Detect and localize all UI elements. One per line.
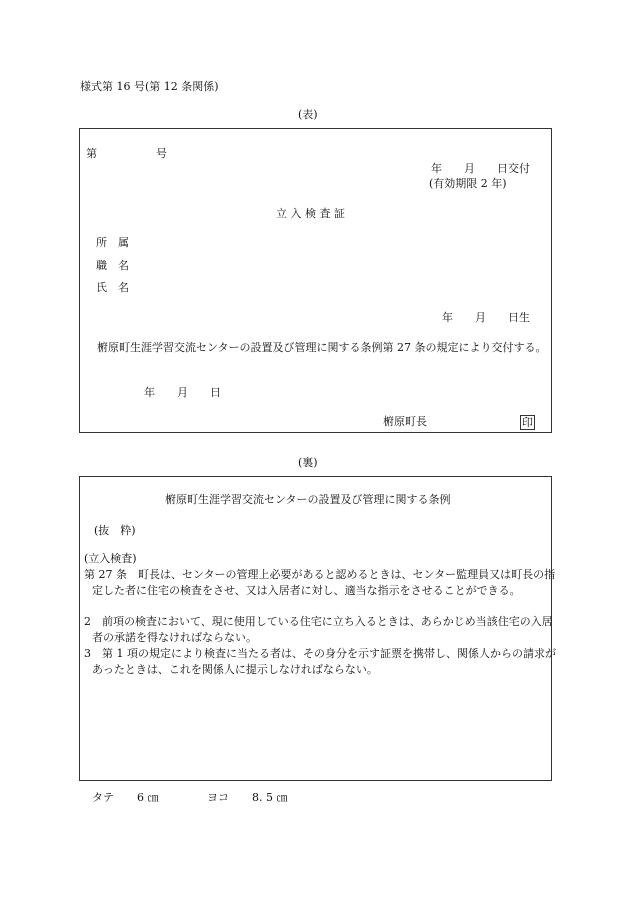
issuer-line <box>383 415 427 429</box>
law-title: 椨原町生涯学習交流センターの設置及び管理に関する条例 <box>165 493 451 506</box>
article-27: 第 27 条 町長は、センターの管理上必要があると認めるときは、センター監理員又は町長の指定した者に住宅の検査をさせ、又は入居者に対し、適当な指示をさせることができる。 <box>84 568 556 597</box>
issue-date: 年 月 日交付 <box>431 162 530 175</box>
height-value: 6 ㎝ <box>137 791 159 804</box>
width-value: 8. 5 ㎝ <box>252 791 288 804</box>
number-suffix: 号 <box>156 147 167 160</box>
back-section-label: (裏) <box>298 456 318 469</box>
field-affiliation: 所 属 <box>96 236 129 249</box>
height-label: タテ <box>92 791 114 804</box>
card-title: 立 入 検 査 証 <box>276 207 345 220</box>
field-name: 氏 名 <box>96 281 129 294</box>
field-position: 職 名 <box>96 259 129 272</box>
article-clause-2: 2 前項の検査において、現に使用している住宅に立ち入るときは、あらかじめ当該住宅の入居者の承諾を得なければならない。 <box>84 615 553 644</box>
validity-period: (有効期限 2 年) <box>429 177 507 190</box>
article-heading: (立入検査) <box>84 552 137 565</box>
birth-date: 年 月 日生 <box>442 311 530 324</box>
width-label: ヨコ <box>207 791 229 804</box>
issuer: 椨原町長 <box>383 415 427 428</box>
excerpt-label: (抜 粋) <box>94 524 136 537</box>
back-card <box>79 476 556 781</box>
seal-mark: 印 <box>522 416 533 429</box>
statement-date: 年 月 日 <box>144 386 221 399</box>
front-section-label: (表) <box>298 108 318 121</box>
front-card <box>79 128 552 433</box>
number-prefix: 第 <box>86 147 97 160</box>
article-clause-3: 3 第 1 項の規定により検査に当たる者は、その身分を示す証票を携帯し、関係人からの請求があったときは、これを関係人に提示しなければならない。 <box>84 647 556 676</box>
form-number: 様式第 16 号(第 12 条関係) <box>80 80 219 93</box>
issue-statement: 椨原町生涯学習交流センターの設置及び管理に関する条例第 27 条の規定により交付する。 <box>97 341 547 354</box>
